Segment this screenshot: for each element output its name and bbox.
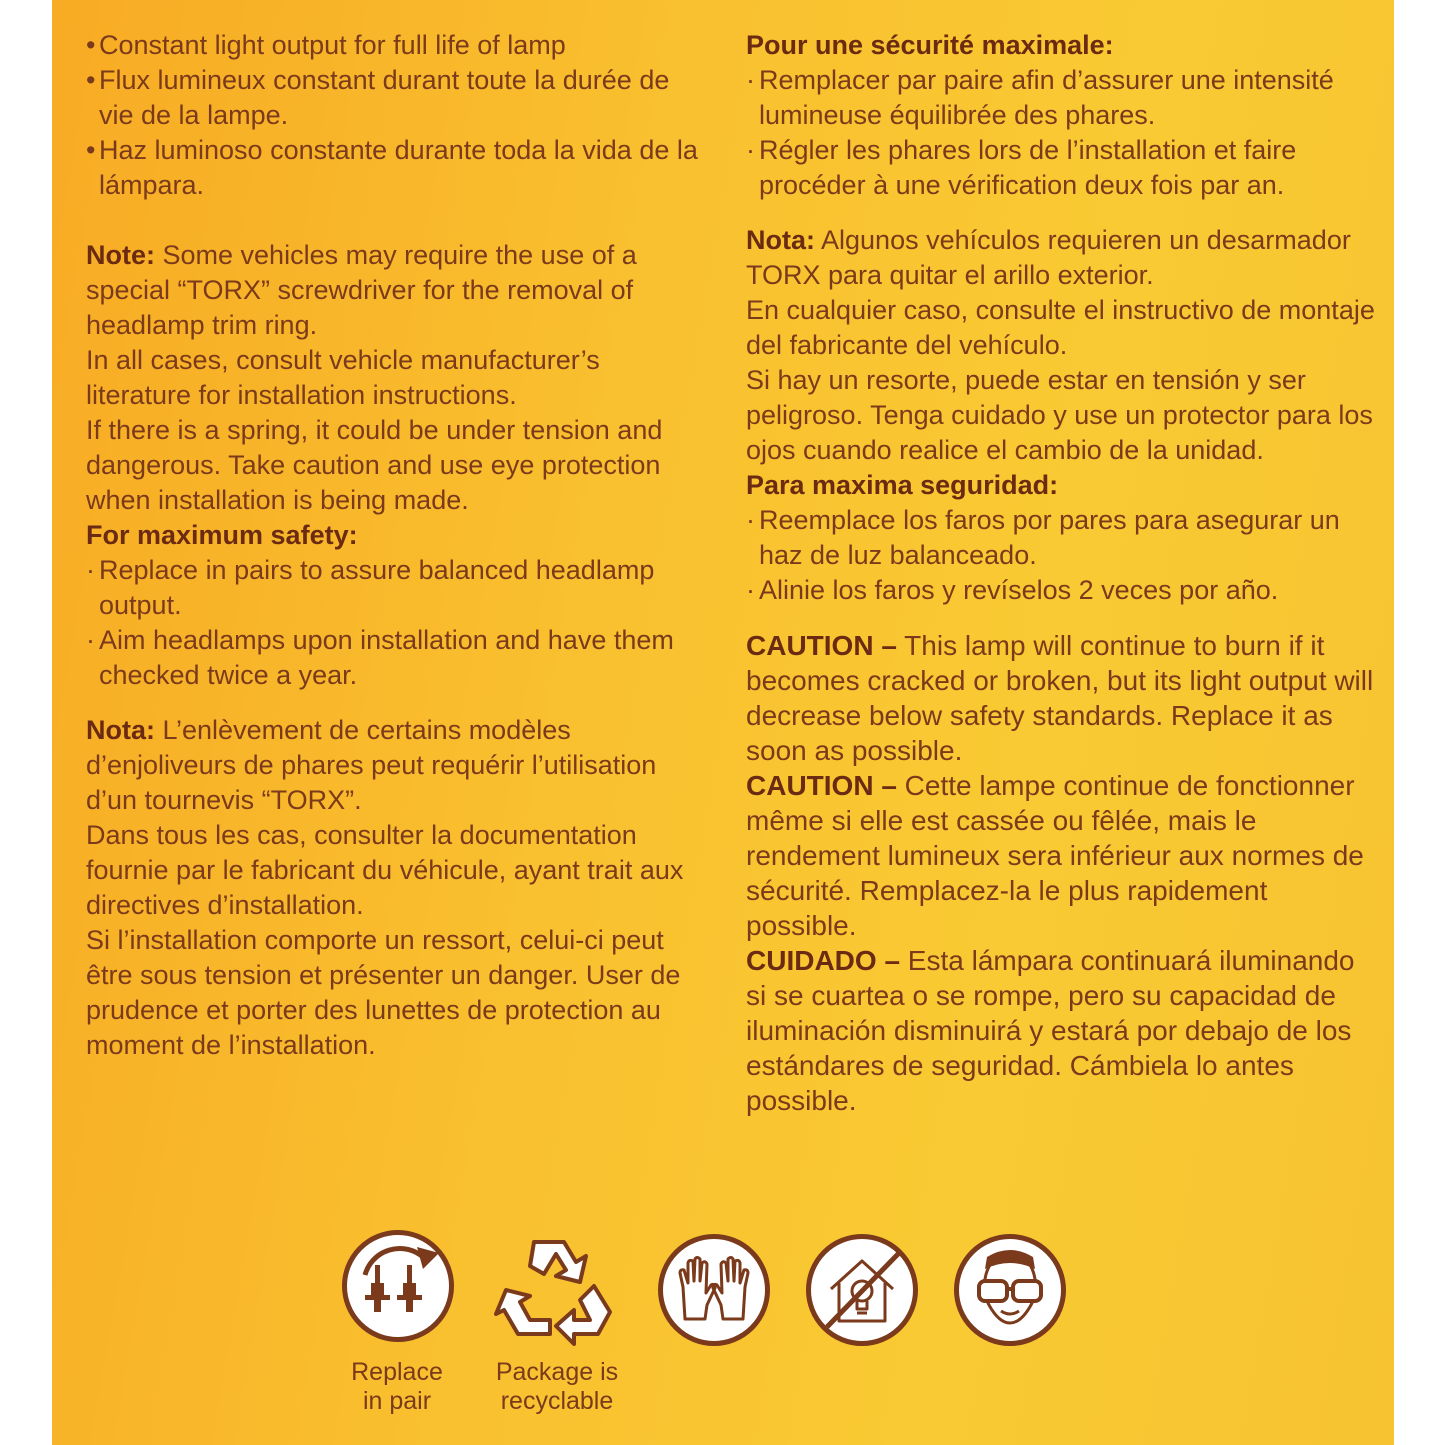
note-label: Note: (86, 240, 155, 270)
no-household-use-icon (806, 1234, 918, 1346)
list-item: · Replace in pairs to assure balanced headlamp output. (86, 555, 655, 620)
note-english: Note: Some vehicles may require the use of a special “TORX” screwdriver for the removal of headlamp trim ring. In all cases, consult vehicle manufacturer’s literature for installation instructions. If there is a spring, it could be under tension and dangerous. Take caution and use eye protection when installation is being made. (86, 240, 663, 515)
left-column (86, 28, 706, 1063)
recycle-icon (494, 1230, 618, 1348)
note-label: Nota: (86, 715, 155, 745)
package-panel (52, 0, 1394, 1445)
replace-in-pair-label: Replace in pair (351, 1358, 443, 1415)
recyclable-label: Package is recyclable (495, 1358, 619, 1415)
safety-spanish (746, 468, 1376, 608)
caution-spanish: CUIDADO – Esta lámpara continuará iluminando si se cuartea o se rompe, pero su capacidad de iluminación disminuirá y estará por debajo de los estándares de seguridad. Cámbiela lo antes possible. (746, 945, 1355, 1116)
list-item: • Flux lumineux constant durant toute la durée de vie de la lampe. (86, 65, 670, 130)
caution-block (746, 628, 1376, 1118)
list-item: · Alinie los faros y revíselos 2 veces por año. (746, 575, 1279, 605)
safety-heading: Para maxima seguridad: (746, 470, 1059, 500)
replace-in-pair-icon (342, 1230, 454, 1342)
note-french: Nota: L’enlèvement de certains modèles d’enjoliveurs de phares peut requérir l’utilisation d’un tournevis “TORX”. Dans tous les cas, consulter la documentation fournie par le fabricant du véhicule, ayant trait aux directives d’installation. Si l’installation comporte un ressort, celui-ci peut être sous tension et présenter un danger. User de prudence et porter des lunettes de protection au moment de l’installation. (86, 715, 684, 1060)
feature-list (86, 28, 706, 203)
safety-heading: For maximum safety: (86, 520, 358, 550)
note-label: Nota: (746, 225, 815, 255)
gloves-icon (658, 1234, 770, 1346)
list-item: • Haz luminoso constante durante toda la vida de la lámpara. (86, 135, 698, 200)
safety-heading: Pour une sécurité maximale: (746, 30, 1114, 60)
caution-english: CAUTION – This lamp will continue to burn if it becomes cracked or broken, but its light output will decrease below safety standards. Replace it as soon as possible. (746, 630, 1374, 766)
list-item: · Remplacer par paire afin d’assurer une intensité lumineuse équilibrée des phares. (746, 65, 1334, 130)
list-item: · Régler les phares lors de l’installation et faire procéder à une vérification deux fois par an. (746, 135, 1297, 200)
note-spanish: Nota: Algunos vehículos requieren un desarmador TORX para quitar el arillo exterior. En cualquier caso, consulte el instructivo de montaje del fabricante del vehículo. Si hay un resorte, puede estar en tensión y ser peligroso. Tenga cuidado y use un protector para los ojos cuando realice el cambio de la unidad. (746, 225, 1375, 465)
list-item: · Reemplace los faros por pares para asegurar un haz de luz balanceado. (746, 505, 1340, 570)
caution-french: CAUTION – Cette lampe continue de fonctionner même si elle est cassée ou fêlée, mais le rendement lumineux sera inférieur aux normes de sécurité. Remplacez-la le plus rapidement possible. (746, 770, 1364, 941)
list-item: · Aim headlamps upon installation and have them checked twice a year. (86, 625, 674, 690)
safety-glasses-icon (954, 1234, 1066, 1346)
right-column (746, 28, 1376, 1118)
safety-english (86, 518, 706, 693)
list-item: • Constant light output for full life of lamp (86, 30, 566, 60)
safety-french (746, 28, 1376, 203)
